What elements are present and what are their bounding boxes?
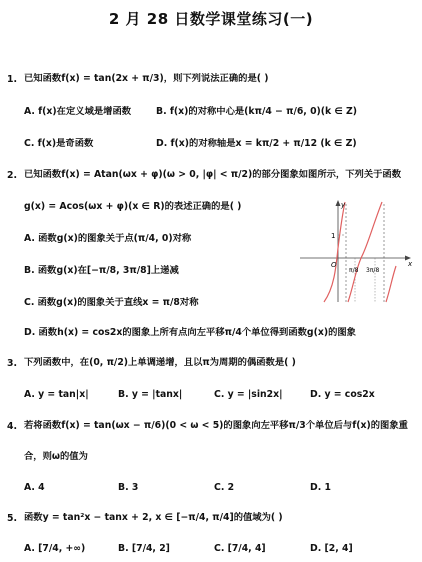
q1-number: 1. <box>7 74 18 85</box>
q2-option-a: A. 函数g(x)的图象关于点(π/4, 0)对称 <box>24 233 192 244</box>
q5-option-c: C. [7/4, 4] <box>214 543 266 554</box>
q1-option-d: D. f(x)的对称轴是x = kπ/2 + π/12 (k ∈ Z) <box>156 138 357 149</box>
x-tick-pi-over-8: π/8 <box>349 267 359 274</box>
q2-stem: 已知函数f(x) = Atan(ωx + φ)(ω > 0, |φ| < π/2)的部分图象如图所示，下列关于函数 <box>24 169 402 180</box>
q5-option-d: D. [2, 4] <box>310 543 353 554</box>
page-title: 2 月 28 日数学课堂练习(一) <box>108 10 314 28</box>
y-axis-arrow <box>336 200 341 206</box>
q3-option-c: C. y = |sin2x| <box>214 389 283 400</box>
q4-stem: 若将函数f(x) = tan(ωx − π/6)(0 < ω < 5)的图象向左平移π/3个单位后与f(x)的图象重 <box>24 420 408 431</box>
q1-option-a: A. f(x)在定义域是增函数 <box>24 106 132 117</box>
q1-option-b: B. f(x)的对称中心是(kπ/4 − π/6, 0)(k ∈ Z) <box>156 106 358 117</box>
q2-tangent-graph <box>298 198 416 306</box>
q1-stem: 已知函数f(x) = tan(2x + π/3)，则下列说法正确的是( ) <box>24 73 269 84</box>
q3-option-a: A. y = tan|x| <box>24 389 89 400</box>
q5-option-a: A. [7/4, +∞) <box>24 543 86 554</box>
q4-number: 4. <box>7 421 18 432</box>
y-axis-label: y <box>341 201 346 209</box>
x-tick-three-pi-over-8: 3π/8 <box>366 267 380 274</box>
q3-option-d: D. y = cos2x <box>310 389 375 400</box>
origin-label: O <box>331 261 337 269</box>
q2-option-b: B. 函数g(x)在[−π/8, 3π/8]上递减 <box>24 265 179 276</box>
q4-option-a: A. 4 <box>24 482 45 493</box>
tan-branch-left <box>324 202 345 302</box>
q4-option-c: C. 2 <box>214 482 235 493</box>
q4-option-d: D. 1 <box>310 482 331 493</box>
q5-option-b: B. [7/4, 2] <box>118 543 170 554</box>
q1-option-c: C. f(x)是奇函数 <box>24 138 94 149</box>
q2-option-d: D. 函数h(x) = cos2x的图象上所有点向左平移π/4个单位得到函数g(x)的图象 <box>24 327 356 338</box>
q4-option-b: B. 3 <box>118 482 139 493</box>
tan-branch-right <box>386 266 396 302</box>
y-tick-one: 1 <box>331 232 336 240</box>
q3-stem: 下列函数中，在(0, π/2)上单调递增，且以π为周期的偶函数是( ) <box>24 357 296 368</box>
q5-number: 5. <box>7 513 18 524</box>
q2-option-c: C. 函数g(x)的图象关于直线x = π/8对称 <box>24 297 199 308</box>
q2-number: 2. <box>7 170 18 181</box>
q5-stem: 函数y = tan²x − tanx + 2, x ∈ [−π/4, π/4]的值域为( ) <box>24 512 283 523</box>
q3-number: 3. <box>7 358 18 369</box>
tan-branch-middle <box>348 202 382 302</box>
q4-stem-continued: 合，则ω的值为 <box>24 451 88 462</box>
q2-stem-continued: g(x) = Acos(ωx + φ)(x ∈ R)的表述正确的是( ) <box>24 201 242 212</box>
x-axis-label: x <box>408 260 413 268</box>
q3-option-b: B. y = |tanx| <box>118 389 183 400</box>
